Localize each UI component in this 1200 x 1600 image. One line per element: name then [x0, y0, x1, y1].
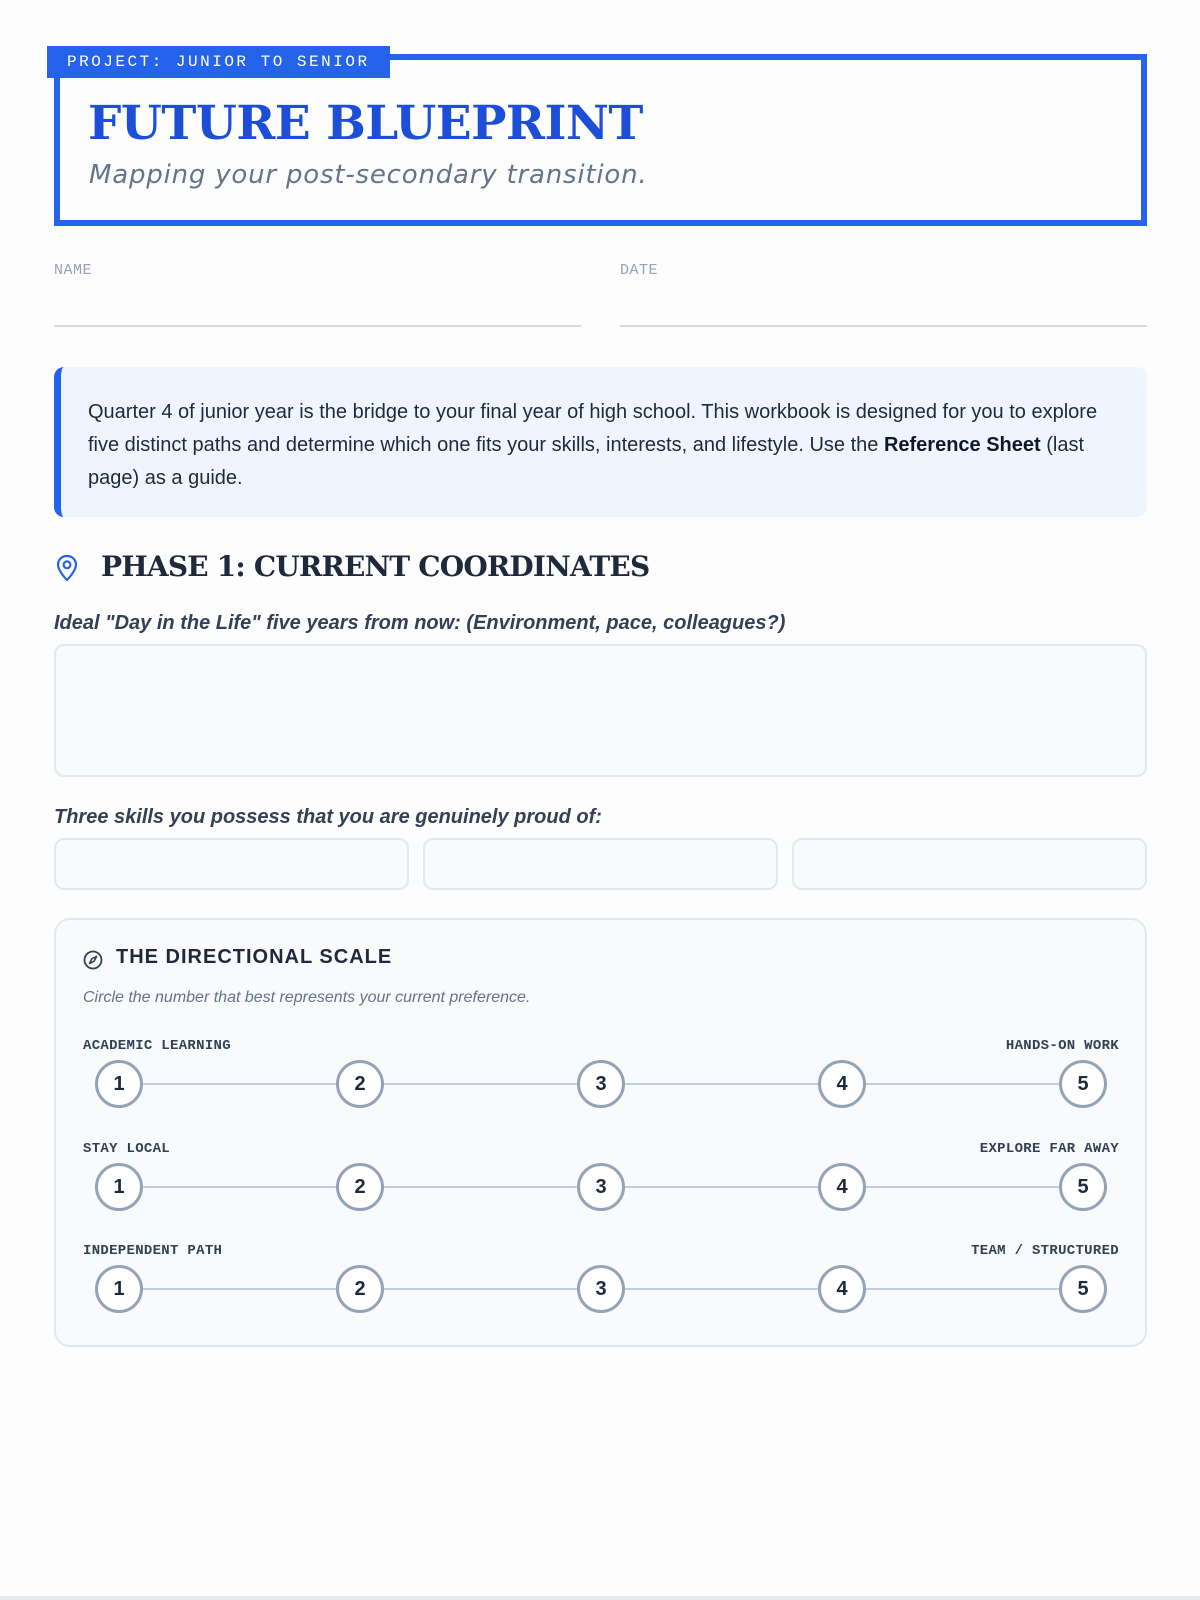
scale-row-2: [83, 1141, 1119, 1231]
scale-left-label: STAY LOCAL: [83, 1141, 171, 1157]
scale-option-3[interactable]: 3: [577, 1265, 625, 1313]
scale-option-2[interactable]: 2: [336, 1265, 384, 1313]
scale-right-label: EXPLORE FAR AWAY: [979, 1141, 1119, 1157]
scale-option-4[interactable]: 4: [818, 1060, 866, 1108]
page-bottom-edge: [0, 1596, 1200, 1600]
scale-option-1[interactable]: 1: [95, 1060, 143, 1108]
scale-option-4[interactable]: 4: [818, 1265, 866, 1313]
skill-input-3[interactable]: [792, 838, 1147, 890]
date-label: DATE: [620, 262, 659, 279]
intro-text: Quarter 4 of junior year is the bridge to your final year of high school. This workbook is designed for you to explore five distinct paths and determine which one fits your skills, interests, and lifestyle. Use the: [88, 401, 1098, 456]
project-tag: PROJECT: JUNIOR TO SENIOR: [47, 46, 390, 78]
scale-right-label: TEAM / STRUCTURED: [971, 1243, 1119, 1259]
directional-scale-card: [54, 918, 1147, 1347]
day-in-life-prompt: Ideal "Day in the Life" five years from now: (Environment, pace, colleagues?): [54, 612, 786, 634]
intro-bold: Reference Sheet: [883, 434, 1041, 456]
scale-option-5[interactable]: 5: [1059, 1265, 1107, 1313]
page-title: FUTURE BLUEPRINT: [88, 96, 643, 151]
scale-option-1[interactable]: 1: [95, 1265, 143, 1313]
phase-title: PHASE 1: CURRENT COORDINATES: [101, 550, 650, 583]
skills-prompt: Three skills you possess that you are genuinely proud of:: [54, 806, 602, 828]
skill-input-2[interactable]: [423, 838, 778, 890]
intro-callout: [54, 367, 1147, 517]
scale-row-3: [83, 1243, 1119, 1333]
scale-option-1[interactable]: 1: [95, 1163, 143, 1211]
scale-row-1: [83, 1038, 1119, 1128]
scale-left-label: INDEPENDENT PATH: [83, 1243, 223, 1259]
scale-instruction: Circle the number that best represents your current preference.: [83, 989, 531, 1006]
scale-option-5[interactable]: 5: [1059, 1060, 1107, 1108]
map-pin-icon: [56, 554, 78, 582]
scale-left-label: ACADEMIC LEARNING: [83, 1038, 231, 1054]
scale-option-3[interactable]: 3: [577, 1060, 625, 1108]
name-label: NAME: [54, 262, 93, 279]
scale-option-2[interactable]: 2: [336, 1060, 384, 1108]
date-field[interactable]: [620, 325, 1147, 327]
day-in-life-textarea[interactable]: [54, 644, 1147, 777]
scale-right-label: HANDS-ON WORK: [1005, 1038, 1119, 1054]
scale-title: THE DIRECTIONAL SCALE: [116, 946, 393, 968]
page-subtitle: Mapping your post-secondary transition.: [89, 160, 648, 190]
name-field[interactable]: [54, 325, 581, 327]
scale-option-4[interactable]: 4: [818, 1163, 866, 1211]
scale-option-3[interactable]: 3: [577, 1163, 625, 1211]
intro-text-end: (last page) as a guide.: [88, 434, 1085, 489]
skill-input-1[interactable]: [54, 838, 409, 890]
scale-option-5[interactable]: 5: [1059, 1163, 1107, 1211]
compass-icon: [83, 950, 103, 970]
scale-option-2[interactable]: 2: [336, 1163, 384, 1211]
header-box: [54, 54, 1147, 226]
